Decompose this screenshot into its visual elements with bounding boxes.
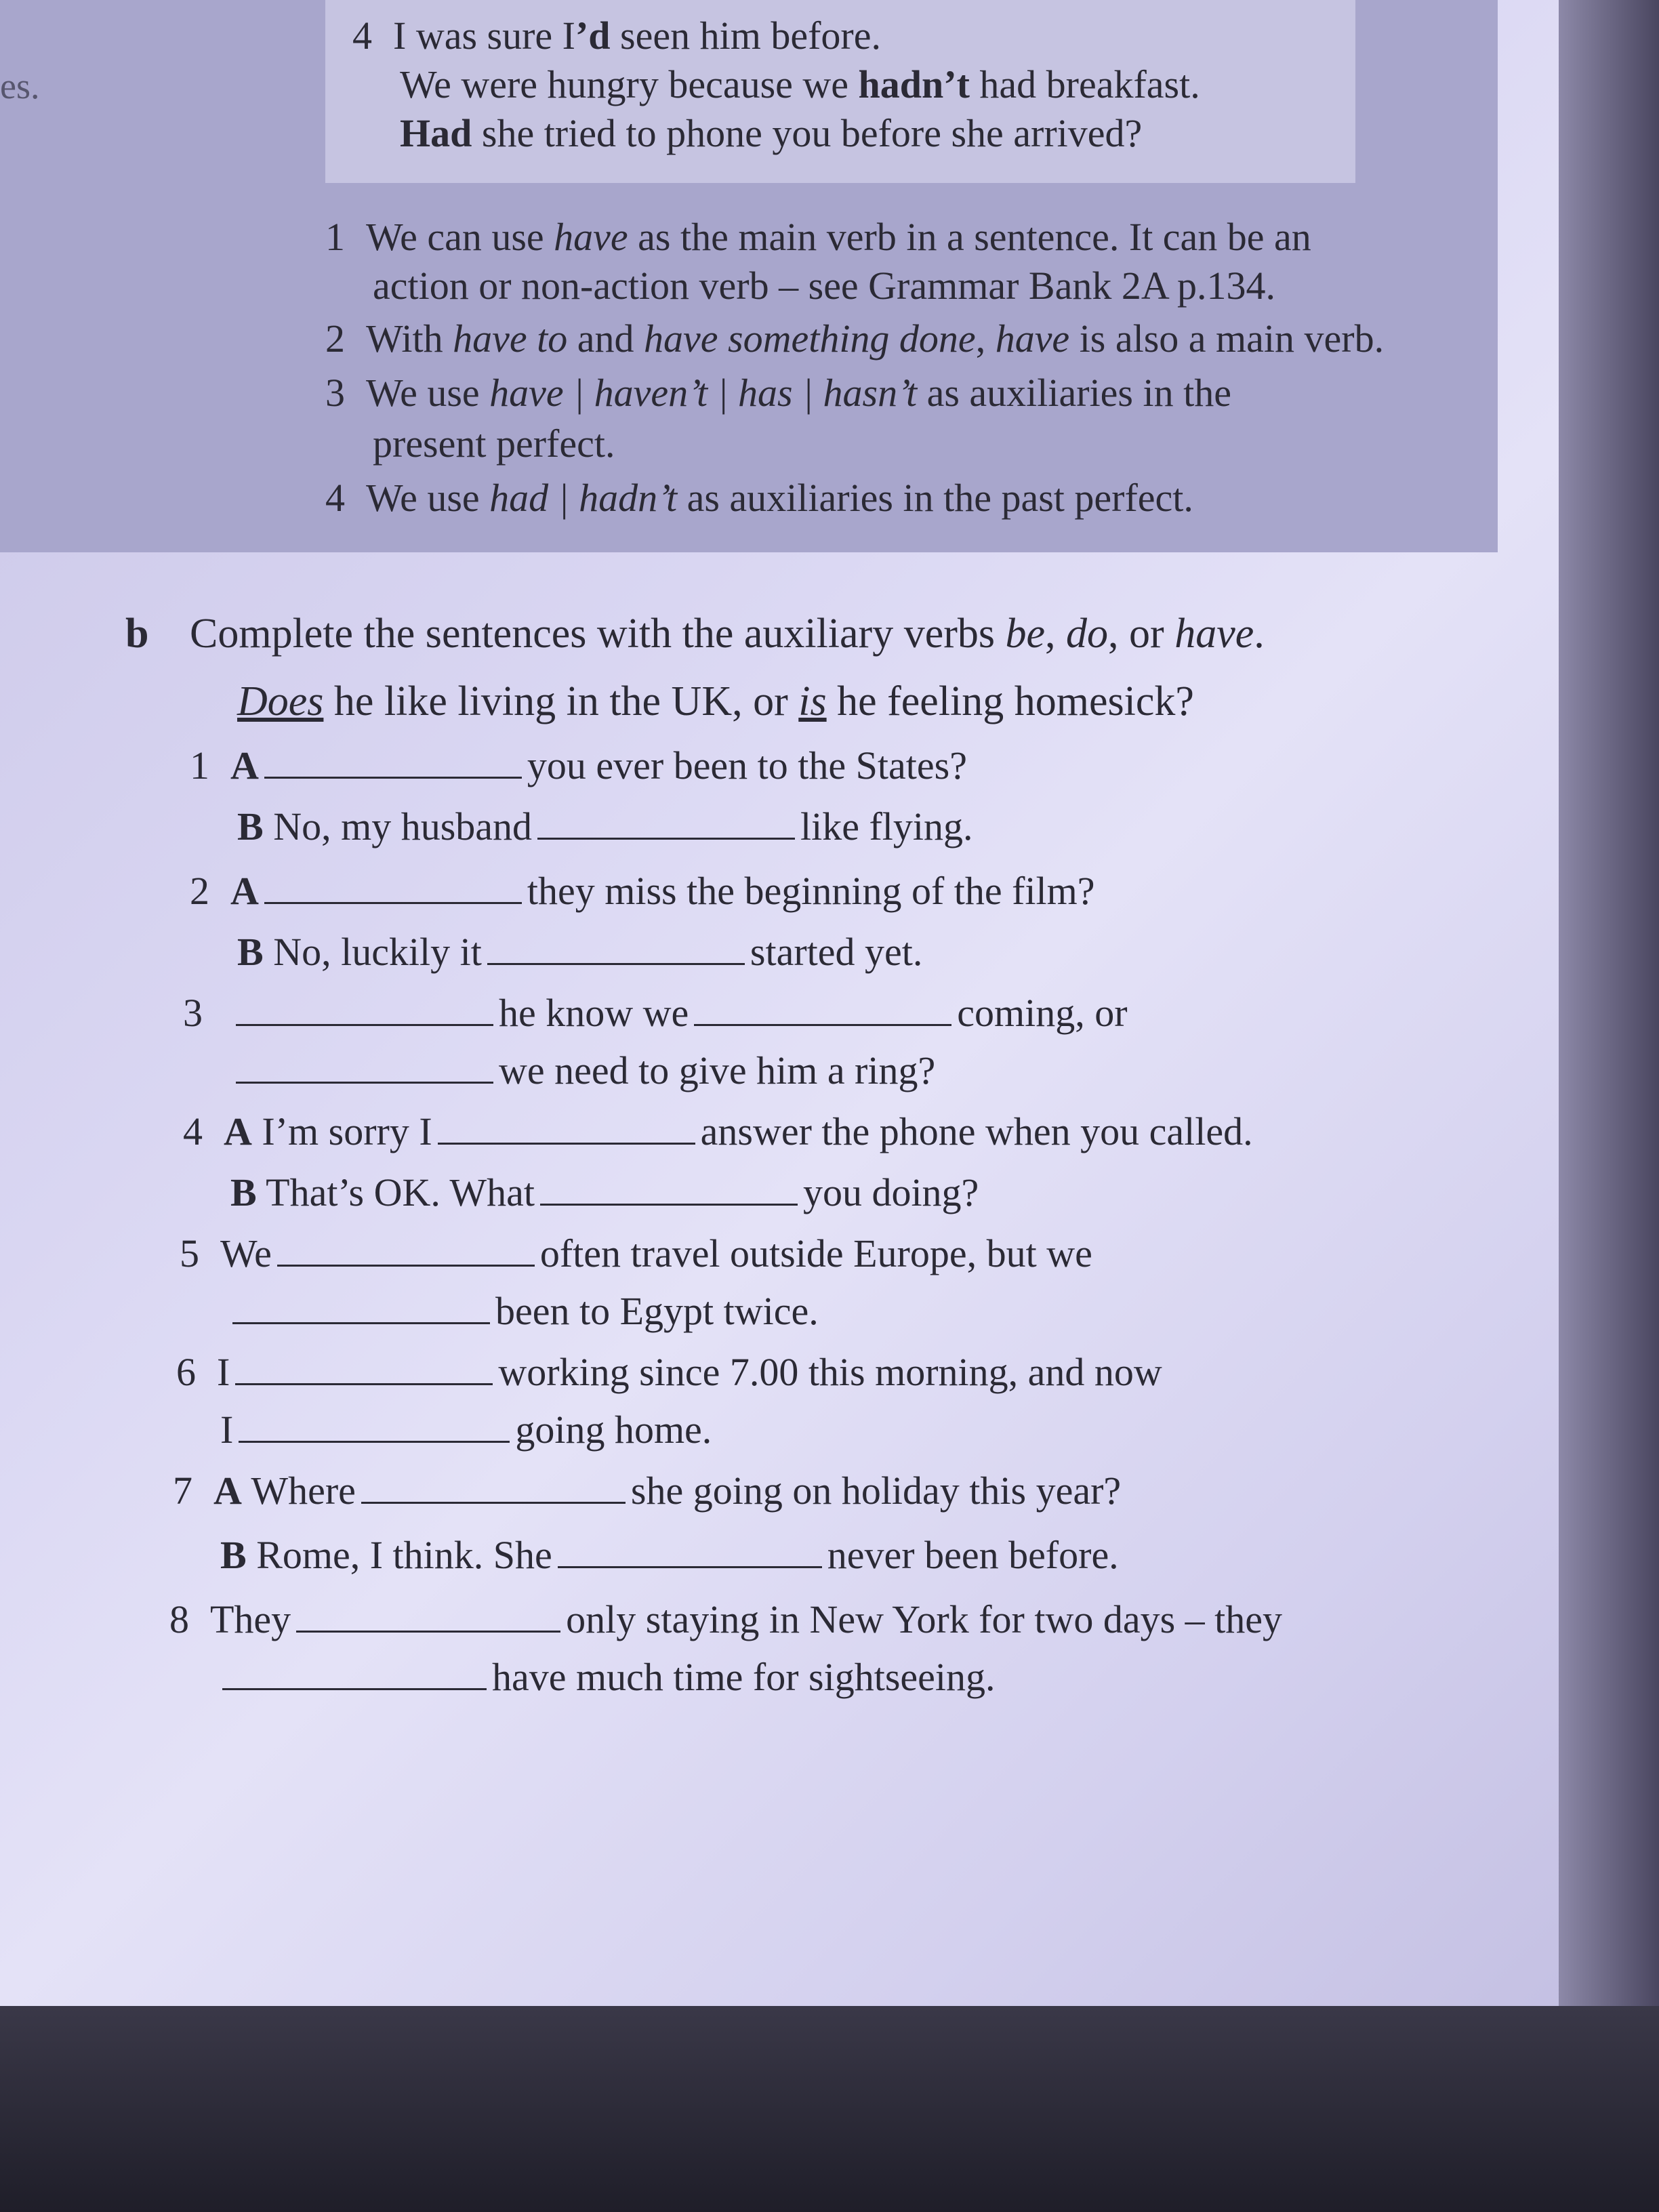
- answer-blank[interactable]: [694, 1021, 951, 1026]
- item-6-line-2: I going home.: [220, 1408, 712, 1452]
- rule-4: 4 We use had | hadn’t as auxiliaries in the past perfect.: [325, 476, 1193, 520]
- rule-3-line-2: present perfect.: [373, 422, 615, 466]
- example-line-2: We were hungry because we hadn’t had breakfast.: [400, 62, 1200, 106]
- item-1-b: B No, my husband like flying.: [237, 804, 973, 848]
- example-number: 4: [352, 14, 372, 58]
- rule-1-line-2: action or non-action verb – see Grammar Bank 2A p.134.: [373, 264, 1276, 308]
- answer-blank[interactable]: [239, 1438, 510, 1443]
- answer-blank[interactable]: [558, 1563, 822, 1568]
- answer-blank[interactable]: [235, 1380, 493, 1385]
- answer-blank[interactable]: [222, 1685, 487, 1690]
- item-3-line-1: 3 he know we coming, or: [183, 991, 1128, 1035]
- item-8-line-2: have much time for sightseeing.: [217, 1654, 996, 1701]
- exercise-instruction: b Complete the sentences with the auxiliary verbs be, do, or have.: [125, 611, 1265, 657]
- item-2-a: 2 A they miss the beginning of the film?: [190, 869, 1095, 913]
- item-8-line-1: 8 They only staying in New York for two days – they: [169, 1597, 1283, 1641]
- answer-blank[interactable]: [236, 1021, 493, 1026]
- item-4-b: B That’s OK. What you doing?: [230, 1170, 979, 1214]
- example-line-3: Had she tried to phone you before she arrived?: [400, 111, 1143, 155]
- item-7-b: B Rome, I think. She never been before.: [220, 1533, 1119, 1577]
- item-3-line-2: we need to give him a ring?: [230, 1047, 935, 1094]
- answer-blank[interactable]: [264, 774, 522, 779]
- page-edge-shadow: [1559, 0, 1659, 2212]
- answer-blank[interactable]: [540, 1201, 798, 1206]
- rule-2: 2 With have to and have something done, have is also a main verb.: [325, 316, 1385, 361]
- example-line-1: 4 I was sure I’d seen him before.: [352, 12, 881, 60]
- item-6-line-1: 6 I working since 7.00 this morning, and now: [176, 1350, 1162, 1394]
- item-5-line-2: been to Egypt twice.: [227, 1288, 819, 1335]
- rule-1-line-1: 1 We can use have as the main verb in a sentence. It can be an: [325, 215, 1311, 259]
- answer-blank[interactable]: [537, 835, 795, 840]
- item-1-a: 1 A you ever been to the States?: [190, 743, 967, 787]
- item-5-line-1: 5 We often travel outside Europe, but we: [180, 1231, 1092, 1275]
- answer-blank[interactable]: [487, 960, 745, 965]
- exercise-example: Does he like living in the UK, or is he feeling homesick?: [237, 678, 1194, 724]
- exercise-letter: b: [125, 611, 149, 657]
- answer-blank[interactable]: [361, 1499, 626, 1504]
- answer-blank[interactable]: [277, 1262, 535, 1267]
- answer-blank[interactable]: [236, 1079, 493, 1084]
- background-surface: [0, 2006, 1659, 2212]
- answer-blank[interactable]: [438, 1140, 695, 1145]
- margin-text-fragment: es.: [0, 66, 40, 106]
- item-7-a: 7 A Where she going on holiday this year?: [173, 1469, 1122, 1513]
- answer-blank[interactable]: [232, 1319, 490, 1324]
- item-4-a: 4 A I’m sorry I answer the phone when you called.: [183, 1109, 1253, 1153]
- answer-blank[interactable]: [296, 1628, 560, 1633]
- answer-blank[interactable]: [264, 899, 522, 904]
- item-2-b: B No, luckily it started yet.: [237, 930, 923, 974]
- rule-3-line-1: 3 We use have | haven’t | has | hasn’t as auxiliaries in the: [325, 371, 1231, 415]
